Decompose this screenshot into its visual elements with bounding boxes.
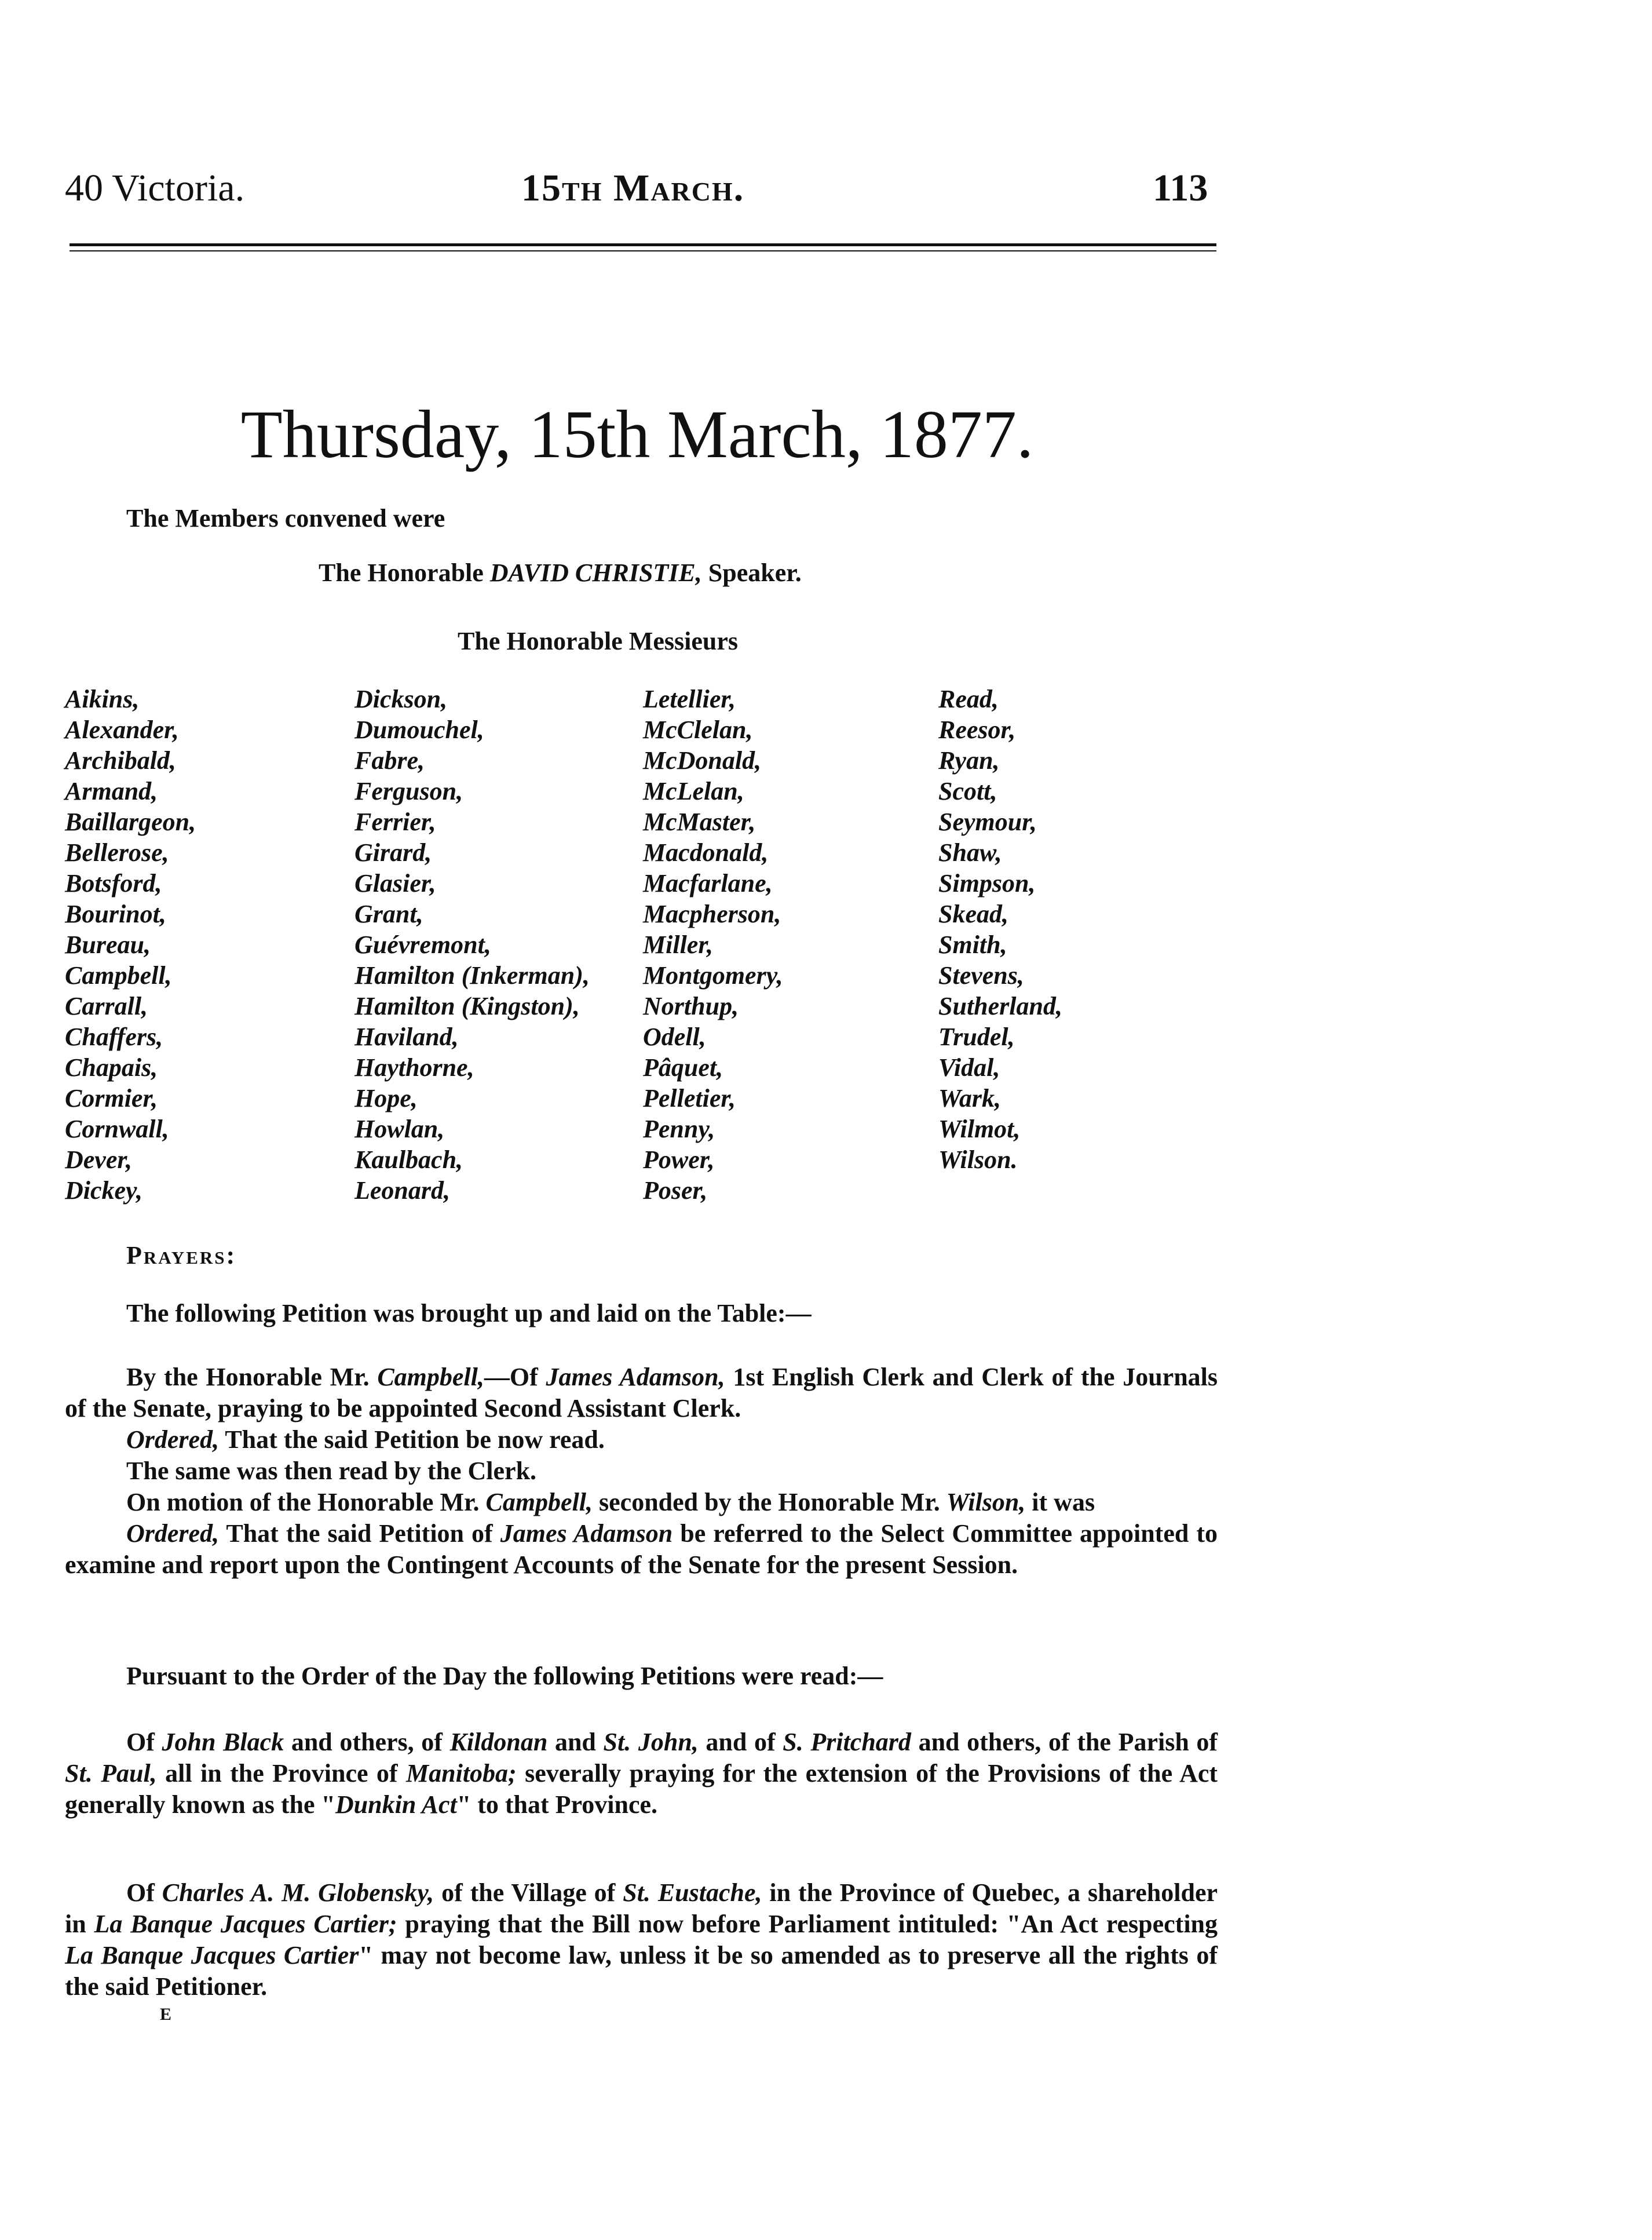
- member-name: Glasier,: [354, 869, 436, 898]
- pursuant-intro: Pursuant to the Order of the Day the following Petitions were read:—: [126, 1662, 883, 1690]
- member-name: Carrall,: [65, 992, 148, 1020]
- text-run: That the said Petition be now read.: [225, 1425, 605, 1454]
- text-run: in the Province of Quebec, a shareholder in: [65, 1878, 1218, 1938]
- member-name: Vidal,: [938, 1053, 1000, 1082]
- members-column-1: [65, 684, 196, 1206]
- member-name: Botsford,: [65, 869, 162, 898]
- member-name: Bellerose,: [65, 838, 169, 867]
- text-run: By the Honorable Mr.: [126, 1363, 370, 1391]
- member-name: Sutherland,: [938, 992, 1062, 1020]
- read-by-clerk: [65, 1455, 1218, 1487]
- member-name: Hamilton (Inkerman),: [354, 961, 590, 990]
- text-run: The same was then read by the Clerk.: [126, 1457, 537, 1485]
- text-run: 1st English Clerk and Clerk of the Journals of the Senate, praying to be appointed Second Assistant Clerk.: [65, 1363, 1218, 1422]
- speaker-prefix: The Honorable: [319, 559, 484, 587]
- header-rule-bottom: [70, 250, 1216, 251]
- member-name: Trudel,: [938, 1023, 1015, 1051]
- page-title: Thursday, 15th March, 1877.: [240, 396, 1034, 472]
- members-intro: The Members convened were: [126, 504, 445, 532]
- petitions-read-2: [65, 1877, 1218, 2002]
- text-run: " to that Province.: [456, 1790, 658, 1819]
- petition-block: [65, 1362, 1218, 1581]
- member-name: Ryan,: [938, 746, 1000, 775]
- member-name: Power,: [643, 1145, 715, 1174]
- person-name: Campbell,: [377, 1363, 484, 1391]
- member-name: McMaster,: [643, 808, 756, 836]
- member-name: Girard,: [354, 838, 432, 867]
- text-run: On motion of the Honorable Mr.: [126, 1488, 480, 1516]
- member-name: Kaulbach,: [354, 1145, 463, 1174]
- text-run: " may not become law, unless it be so amended as to preserve all the rights of the said Petitioner.: [65, 1941, 1218, 2001]
- member-name: Wark,: [938, 1084, 1001, 1112]
- bank-name: La Banque Jacques Cartier: [65, 1941, 359, 1969]
- place-name: Kildonan: [449, 1728, 548, 1756]
- member-name: Macfarlane,: [643, 869, 773, 898]
- members-column-4: [938, 684, 1062, 1175]
- member-name: Cormier,: [65, 1084, 158, 1112]
- text-run: and: [554, 1728, 596, 1756]
- speaker-suffix: Speaker.: [708, 559, 802, 587]
- ordered-label: Ordered,: [126, 1519, 220, 1548]
- place-name: St. John,: [603, 1728, 699, 1756]
- member-name: Bureau,: [65, 931, 151, 959]
- member-name: Wilson.: [938, 1145, 1018, 1174]
- place-name: St. Paul,: [65, 1759, 157, 1787]
- motion-paragraph: [65, 1487, 1218, 1518]
- person-name: Wilson,: [946, 1488, 1026, 1516]
- speaker-name: DAVID CHRISTIE,: [489, 559, 702, 587]
- member-name: Ferguson,: [354, 777, 463, 805]
- petition-intro: The following Petition was brought up and laid on the Table:—: [126, 1299, 812, 1327]
- members-column-2: [354, 684, 590, 1206]
- text-run: severally praying for the extension of the Provisions of the Act generally known as the ": [65, 1759, 1218, 1819]
- petitions-read-1: [65, 1727, 1218, 1821]
- member-name: Hope,: [354, 1084, 418, 1112]
- person-name: John Black: [162, 1728, 284, 1756]
- member-name: Penny,: [643, 1115, 715, 1143]
- text-run: seconded by the Honorable Mr.: [599, 1488, 940, 1516]
- member-name: Fabre,: [354, 746, 425, 775]
- petition-read-paragraph: [65, 1877, 1218, 2002]
- member-name: McLelan,: [643, 777, 744, 805]
- member-name: Northup,: [643, 992, 739, 1020]
- member-name: Macpherson,: [643, 900, 781, 928]
- place-name: Manitoba;: [406, 1759, 517, 1787]
- order-read: [65, 1424, 1218, 1455]
- header-rule-top: [70, 243, 1216, 246]
- header-left: 40 Victoria.: [65, 167, 245, 209]
- text-run: Of: [126, 1878, 155, 1907]
- member-name: Hamilton (Kingston),: [354, 992, 580, 1020]
- text-run: praying that the Bill now before Parliament intituled: "An Act respecting: [405, 1910, 1218, 1938]
- member-name: Campbell,: [65, 961, 172, 990]
- member-name: Howlan,: [354, 1115, 445, 1143]
- ordered-label: Ordered,: [126, 1425, 220, 1454]
- person-name: Campbell,: [485, 1488, 593, 1516]
- page-number: 113: [1153, 167, 1208, 209]
- member-name: Archibald,: [65, 746, 176, 775]
- member-name: Odell,: [643, 1023, 706, 1051]
- member-name: Shaw,: [938, 838, 1002, 867]
- member-name: McDonald,: [643, 746, 762, 775]
- member-name: Ferrier,: [354, 808, 436, 836]
- member-name: Dickson,: [354, 685, 448, 713]
- text-run: —Of: [484, 1363, 538, 1391]
- member-name: Cornwall,: [65, 1115, 169, 1143]
- member-name: Poser,: [643, 1176, 708, 1205]
- act-name: Dunkin Act: [335, 1790, 457, 1819]
- text-run: it was: [1032, 1488, 1095, 1516]
- person-name: S. Pritchard: [783, 1728, 911, 1756]
- member-name: Miller,: [643, 931, 714, 959]
- person-name: James Adamson,: [546, 1363, 725, 1391]
- text-run: and of: [706, 1728, 776, 1756]
- member-name: Read,: [938, 685, 999, 713]
- member-name: Smith,: [938, 931, 1007, 959]
- member-name: Leonard,: [354, 1176, 450, 1205]
- member-name: Pâquet,: [643, 1053, 723, 1082]
- text-run: all in the Province of: [165, 1759, 398, 1787]
- member-name: Bourinot,: [65, 900, 166, 928]
- text-run: and others, of the Parish of: [918, 1728, 1218, 1756]
- messieurs-heading: The Honorable Messieurs: [458, 627, 738, 655]
- text-run: That the said Petition of: [226, 1519, 493, 1548]
- text-run: Of: [126, 1728, 155, 1756]
- member-name: Guévremont,: [354, 931, 491, 959]
- member-name: Armand,: [65, 777, 158, 805]
- member-name: Baillargeon,: [65, 808, 196, 836]
- member-name: Aikins,: [65, 685, 140, 713]
- member-name: Simpson,: [938, 869, 1036, 898]
- member-name: Dumouchel,: [354, 716, 484, 744]
- person-name: James Adamson: [500, 1519, 673, 1548]
- petition-paragraph-1: [65, 1362, 1218, 1424]
- speaker-line: [319, 557, 802, 589]
- member-name: Haviland,: [354, 1023, 459, 1051]
- signature-mark: E: [160, 2005, 172, 2024]
- member-name: Montgomery,: [643, 961, 783, 990]
- header-date: 15th March.: [521, 167, 745, 209]
- place-name: St. Eustache,: [623, 1878, 762, 1907]
- member-name: Haythorne,: [354, 1053, 474, 1082]
- bank-name: La Banque Jacques Cartier;: [94, 1910, 397, 1938]
- prayers-heading: Prayers:: [126, 1241, 237, 1269]
- member-name: Stevens,: [938, 961, 1024, 990]
- text-run: and others, of: [291, 1728, 443, 1756]
- referral-order: [65, 1518, 1218, 1581]
- member-name: Dever,: [65, 1145, 133, 1174]
- member-name: McClelan,: [643, 716, 753, 744]
- member-name: Macdonald,: [643, 838, 769, 867]
- petition-read-paragraph: [65, 1727, 1218, 1821]
- member-name: Pelletier,: [643, 1084, 736, 1112]
- text-run: be referred to the Select Committee appointed to examine and report upon the Contingent Accounts of the Senate for the present Session.: [65, 1519, 1218, 1579]
- member-name: Seymour,: [938, 808, 1037, 836]
- member-name: Scott,: [938, 777, 997, 805]
- member-name: Wilmot,: [938, 1115, 1021, 1143]
- member-name: Skead,: [938, 900, 1008, 928]
- member-name: Chapais,: [65, 1053, 158, 1082]
- member-name: Dickey,: [65, 1176, 142, 1205]
- member-name: Reesor,: [938, 716, 1016, 744]
- member-name: Chaffers,: [65, 1023, 163, 1051]
- person-name: Charles A. M. Globensky,: [162, 1878, 434, 1907]
- text-run: of the Village of: [441, 1878, 616, 1907]
- member-name: Grant,: [354, 900, 423, 928]
- member-name: Letellier,: [643, 685, 736, 713]
- members-column-3: [643, 684, 783, 1206]
- member-name: Alexander,: [65, 716, 179, 744]
